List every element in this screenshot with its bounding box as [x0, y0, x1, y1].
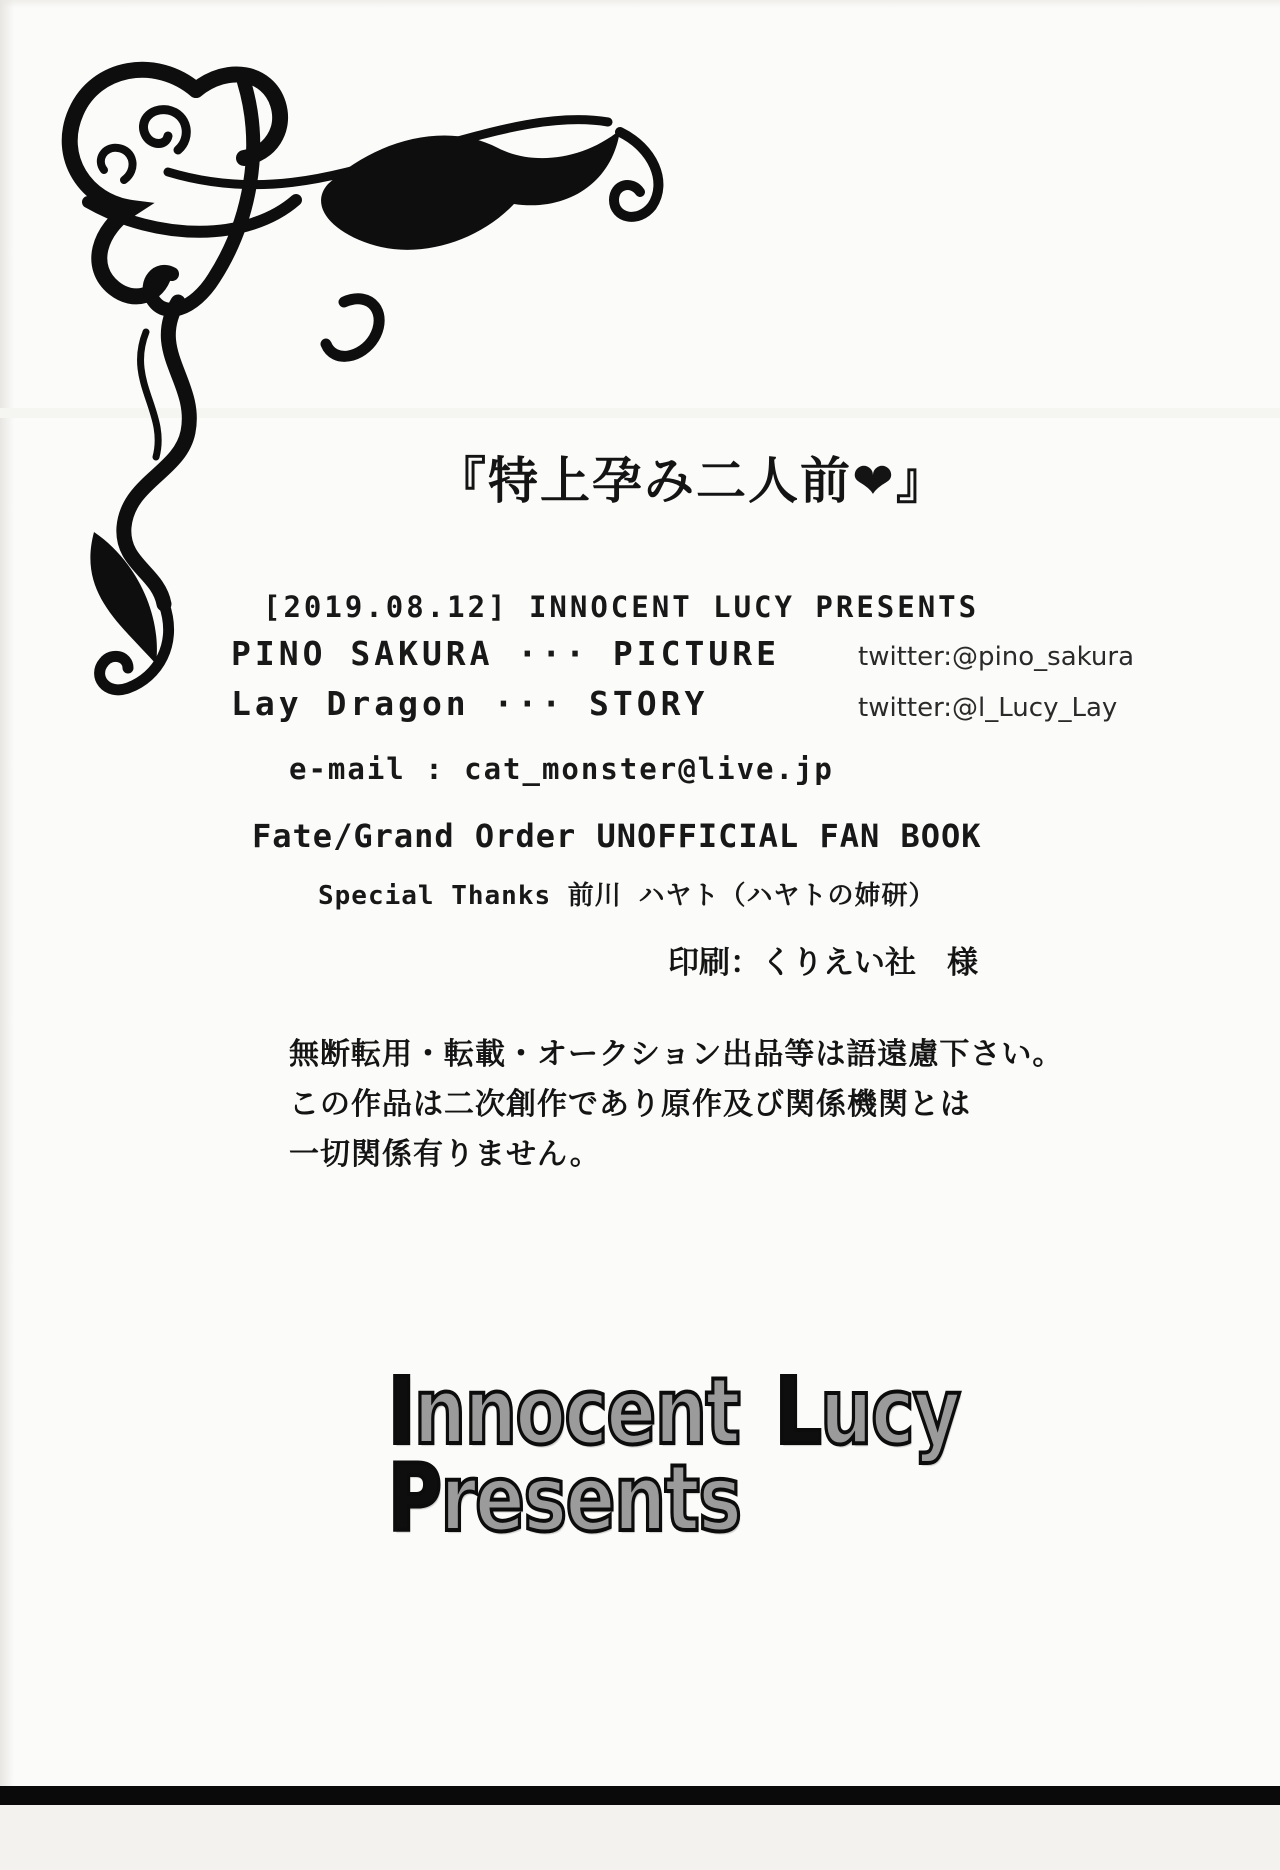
book-title: 『特上孕み二人前❤』	[436, 452, 948, 510]
scan-edge-top	[0, 0, 1280, 8]
disclaimer-line-3: 一切関係有りません。	[289, 1137, 601, 1172]
disclaimer-block	[289, 1030, 1063, 1180]
release-date-line: [2019.08.12] INNOCENT LUCY PRESENTS	[263, 590, 980, 624]
scan-bar	[0, 1786, 1280, 1805]
artist-credit-line: PINO SAKURA ··· PICTURE	[231, 634, 780, 673]
artist-twitter-handle: twitter:@pino_sakura	[858, 642, 1135, 672]
scan-edge-left	[0, 0, 14, 1870]
printing-line: 印刷：くりえい社 様	[668, 945, 978, 981]
disclaimer-line-1: 無断転用・転載・オークション出品等は語遠慮下さい。	[289, 1037, 1064, 1072]
logo-word-presents: Presents	[388, 1445, 741, 1553]
special-thanks-line: Special Thanks 前川 ハヤト（ハヤトの姉研）	[318, 881, 936, 911]
logo-word-innocent: Innocent	[388, 1358, 740, 1465]
writer-credit-line: Lay Dragon ··· STORY	[231, 684, 709, 723]
circle-logo	[388, 1358, 960, 1553]
writer-twitter-handle: twitter:@l_Lucy_Lay	[858, 693, 1118, 723]
logo-line-1	[388, 1358, 960, 1465]
logo-line-2	[388, 1445, 959, 1553]
scan-area-below-bar	[0, 1805, 1280, 1870]
email-line: e-mail : cat_monster@live.jp	[289, 752, 834, 786]
fanbook-line: Fate/Grand Order UNOFFICIAL FAN BOOK	[252, 817, 982, 855]
logo-word-lucy: Lucy	[774, 1358, 960, 1465]
disclaimer-line-2: この作品は二次創作であり原作及び関係機関とは	[289, 1087, 971, 1122]
